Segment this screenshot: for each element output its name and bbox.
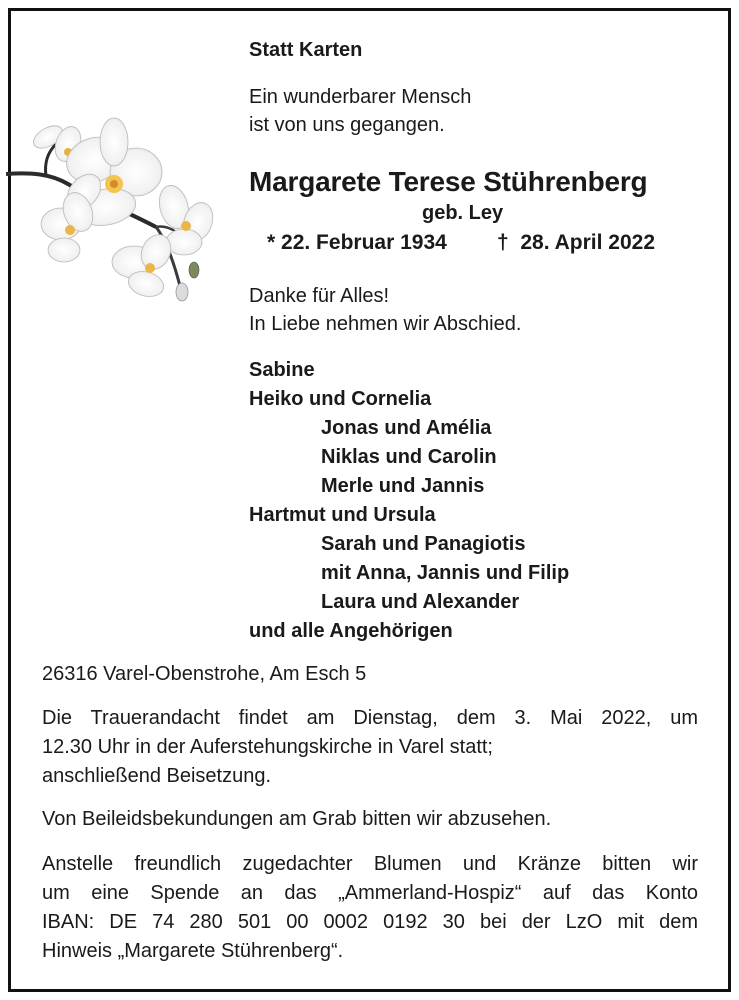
intro-line-1: Ein wunderbarer Mensch xyxy=(249,86,472,108)
deceased-name: Margarete Terese Stührenberg xyxy=(249,166,648,197)
family-member: Laura und Alexander xyxy=(321,591,520,613)
statt-karten-label: Statt Karten xyxy=(249,39,363,61)
death-date: 28. April 2022 xyxy=(520,231,655,254)
donation-paragraph xyxy=(42,850,698,966)
birth-date: 22. Februar 1934 xyxy=(281,231,447,254)
family-member: Niklas und Carolin xyxy=(321,446,497,468)
family-member: Sabine xyxy=(249,359,315,381)
donation-line-4: Hinweis „Margarete Stührenberg“. xyxy=(42,940,344,962)
service-line-2: 12.30 Uhr in der Auferstehungskirche in Varel statt; xyxy=(42,736,493,758)
address: 26316 Varel-Obenstrohe, Am Esch 5 xyxy=(42,663,367,685)
service-line-1: Die Trauerandacht findet am Dienstag, dem 3. Mai 2022, um xyxy=(42,707,698,729)
family-member: Merle und Jannis xyxy=(321,475,485,497)
birth-name: geb. Ley xyxy=(422,202,504,224)
cross-icon: † xyxy=(497,231,509,254)
orchid-icon xyxy=(6,112,216,307)
family-member: und alle Angehörigen xyxy=(249,620,453,642)
donation-line-2: um eine Spende an das „Ammerland-Hospiz“ auf das Konto xyxy=(42,882,698,904)
service-paragraph xyxy=(42,704,698,791)
donation-line-1: Anstelle freundlich zugedachter Blumen und Kränze bitten wir xyxy=(42,853,698,875)
death-date-block xyxy=(497,231,655,255)
family-member: Jonas und Amélia xyxy=(321,417,492,439)
farewell-line-2: In Liebe nehmen wir Abschied. xyxy=(249,313,522,335)
family-member: Heiko und Cornelia xyxy=(249,388,432,410)
service-line-3: anschließend Beisetzung. xyxy=(42,765,272,787)
condolence-note: Von Beileidsbekundungen am Grab bitten wir abzusehen. xyxy=(42,808,552,830)
life-dates xyxy=(267,231,447,255)
donation-line-3: IBAN: DE 74 280 501 00 0002 0192 30 bei der LzO mit dem xyxy=(42,911,698,933)
family-member: mit Anna, Jannis und Filip xyxy=(321,562,570,584)
family-member: Hartmut und Ursula xyxy=(249,504,436,526)
family-member: Sarah und Panagiotis xyxy=(321,533,526,555)
intro-line-2: ist von uns gegangen. xyxy=(249,114,445,136)
birth-symbol: * xyxy=(267,231,276,254)
farewell-line-1: Danke für Alles! xyxy=(249,285,390,307)
